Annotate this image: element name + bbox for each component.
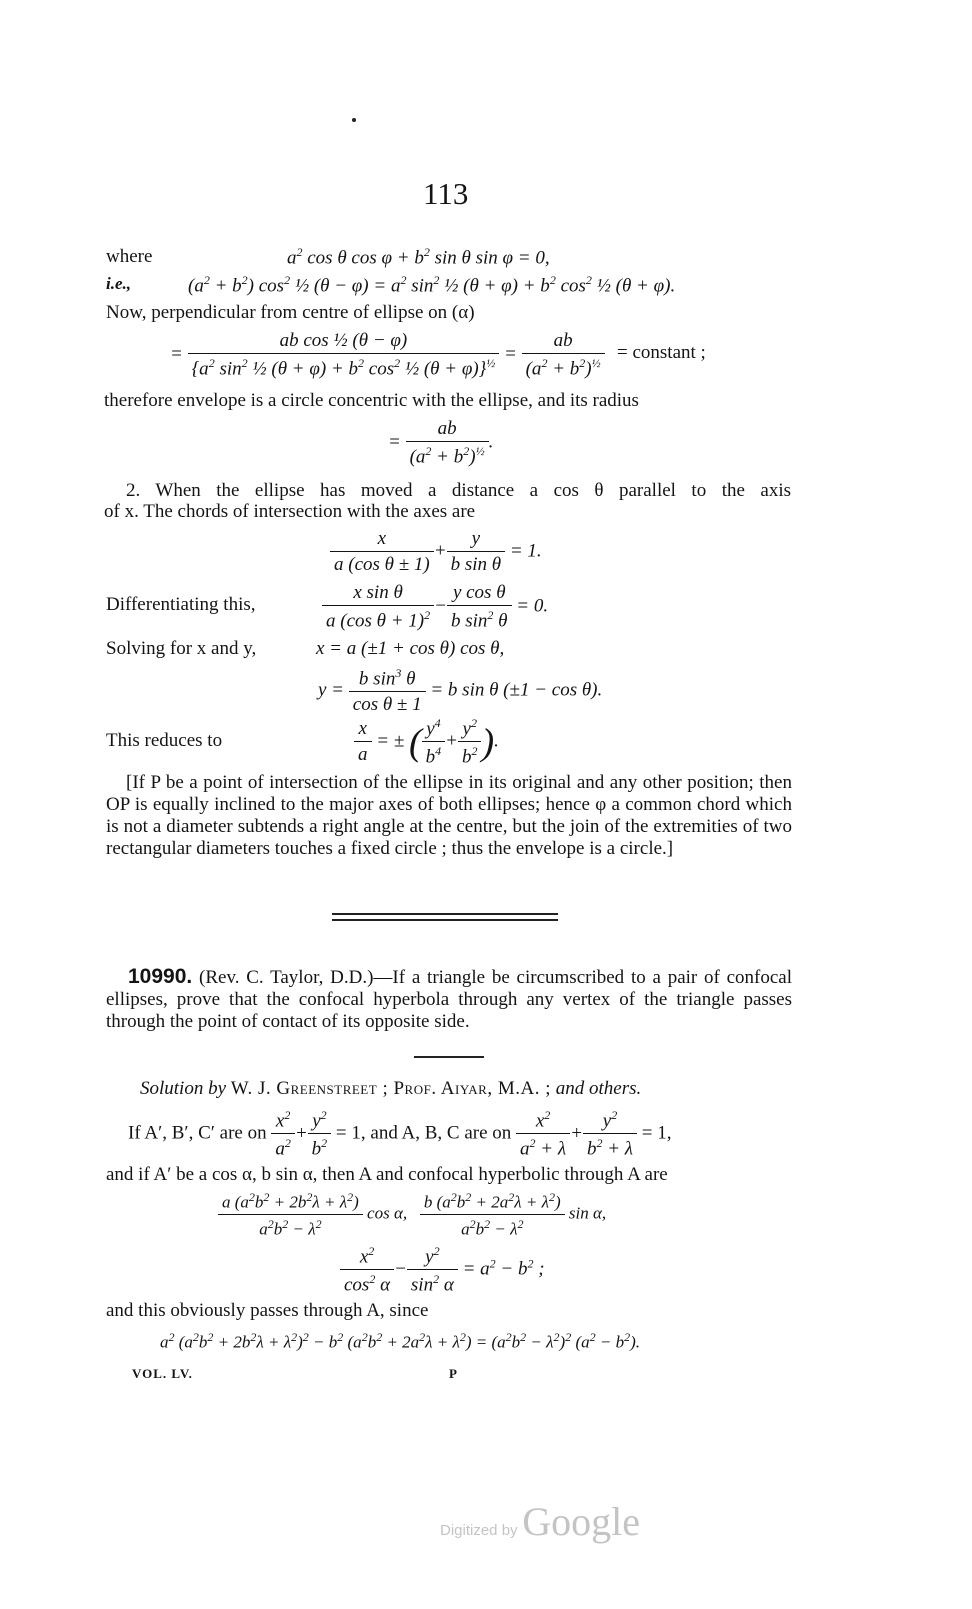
- problem-statement: [106, 966, 792, 1033]
- equation-where: $a^2$ cos θ $\cos \varphi + b^2$ sin θ sin φ = 0,: [287, 245, 550, 269]
- ie-label: i.e.,: [106, 274, 132, 293]
- if-line-a: If A′, B′, C′ are on: [128, 1122, 267, 1144]
- equation-reduced: $\frac{x}{a}$ = ± ( $\frac{y^4}{b^4}$ + $\frac{y^2}{b^2}$ ).: [354, 716, 499, 769]
- problem-number: 10990.: [128, 965, 193, 988]
- equation-hyperbola: $\frac{x^2}{\cos^2 \alpha}$ − $\frac{y^2}{\sin^2 \alpha}$ = $a^2 - b^2$ ;: [340, 1244, 545, 1297]
- if-line-c: = 1,: [641, 1122, 672, 1144]
- double-rule-top: [332, 913, 558, 915]
- equation-perpendicular: = $\frac{\text{ab cos ½ (θ − φ)}}{\{a^2 \sin^2 \frac{1}{2} (\theta + \varphi) + b^2 \cos^2 \frac{1}{2} (\theta + \varphi)\}^{\frac{1}{2}}}$ = $\frac{ab}{(a^2 + b^2)^{\frac{1}{2}}}$: [170, 330, 605, 380]
- reduces-label: This reduces to: [106, 730, 223, 751]
- equation-differentiated: $\frac{\text{x sin θ}}{a (\cos \theta + 1)^2}$ − $\frac{\text{y cos θ}}{b \sin^2 \theta}$ = 0.: [322, 582, 548, 632]
- now-line: Now, perpendicular from centre of ellipse on (α): [106, 302, 475, 323]
- section-2-line-1: 2. When the ellipse has moved a distance a cos θ parallel to the axis: [126, 480, 791, 501]
- and-others-label: and others.: [555, 1078, 642, 1099]
- equation-ie: $(a^2 + b^2)$ $\cos^2$ ½ $(\theta - \varphi) = a^2$ $\sin^2$ ½ $(\theta + \varphi) + b^2$ $\cos^2$ ½ (θ + φ).: [188, 273, 676, 297]
- equation-chords: $\frac{x}{\text{a (cos θ ± 1)}}$ + $\frac{y}{\text{b sin θ}}$ = 1.: [330, 528, 542, 576]
- and-if-line: and if A′ be a cos α, b sin α, then A and confocal hyperbolic through A are: [106, 1164, 668, 1185]
- solving-label: Solving for x and y,: [106, 638, 257, 659]
- equation-point-a: $\frac{a (a^2b^2 + 2b^2\lambda + \lambda^2)}{a^2b^2 - \lambda^2}$ cos α, $\frac{b (a^2b^2 + 2a^2\lambda + \lambda^2)}{a^2b^2 - \lambda^2}$ sin α,: [218, 1190, 606, 1239]
- digitized-by-watermark: [440, 1498, 640, 1545]
- if-line: If A′, B′, C′ are on $\frac{x^2}{a^2}$ + $\frac{y^2}{b^2}$ = 1, and A, B, C are on $\frac{x^2}{a^2 + \lambda}$ + $\frac{y^2}{b^2 + \lambda}$ = 1,: [128, 1108, 672, 1160]
- page-number: 113: [423, 176, 469, 211]
- short-rule: [414, 1056, 484, 1058]
- therefore-line: therefore envelope is a circle concentric with the ellipse, and its radius: [104, 390, 639, 411]
- equation-y-solution: y = $\frac{b \sin^3 \theta}{\text{cos θ ± 1}}$ = b sin θ (±1 − cos θ).: [318, 666, 603, 716]
- digitized-by-label: Digitized by: [440, 1522, 518, 1539]
- signature-mark: P: [449, 1366, 457, 1381]
- volume-label: VOL. LV.: [132, 1366, 193, 1381]
- constant-label: = constant ;: [617, 342, 706, 363]
- bracket-note: [If P be a point of intersection of the ellipse in its original and any other position; then OP is equally inclined to the major axes of both ellipses; hence φ a common chord which is not a diameter subtends a right angle at the centre, but the join of the extremities of two rectangular diameters touches a fixed circle ; thus the envelope is a circle.]: [106, 772, 792, 859]
- problem-text: (Rev. C. Taylor, D.D.)—If a triangle be circumscribed to a pair of confocal ellipses, prove that the confocal hyperbola through any vertex of the triangle passes through the point of contact of its opposite side.: [106, 967, 793, 1032]
- equation-verification: $a^2$ $(a^2b^2 + 2b^2\lambda + \lambda^2)^2 - b^2$ $(a^2b^2 + 2a^2\lambda + \lambda^2) = (a^2b^2 - \lambda^2)^2$ $(a^2 - b^2)$.: [160, 1330, 641, 1352]
- where-label: where: [106, 246, 153, 267]
- if-line-b: = 1, and A, B, C are on: [335, 1122, 512, 1144]
- speck: [352, 118, 356, 122]
- equation-radius: = $\frac{ab}{(a^2 + b^2)^{\frac{1}{2}}}$ .: [388, 418, 494, 468]
- google-logo: Google: [522, 1499, 641, 1544]
- solution-by-label: Solution by: [140, 1078, 227, 1099]
- solution-by-line: [140, 1078, 641, 1100]
- section-2-line-2: of x. The chords of intersection with the axes are: [104, 501, 476, 522]
- obvious-line: and this obviously passes through A, since: [106, 1300, 429, 1321]
- double-rule-bottom: [332, 919, 558, 921]
- equation-x-solution: x = a (±1 + cos θ) cos θ,: [316, 638, 505, 659]
- differentiating-label: Differentiating this,: [106, 594, 256, 615]
- solvers: W. J. Greenstreet ; Prof. Aiyar, M.A. ;: [230, 1078, 551, 1099]
